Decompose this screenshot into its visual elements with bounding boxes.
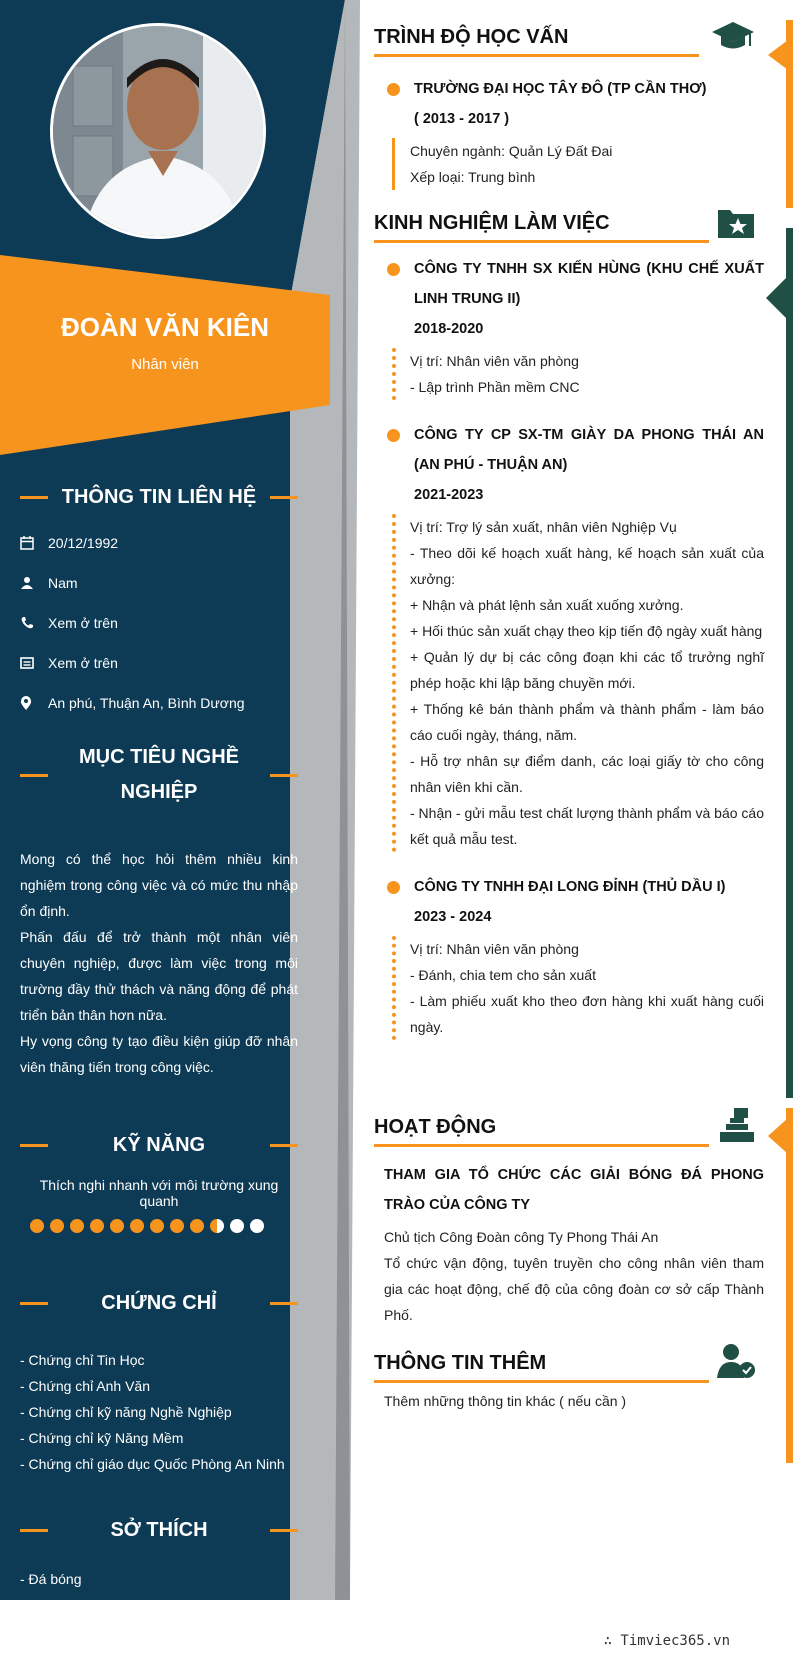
job-detail: Vị trí: Nhân viên văn phòng <box>410 941 579 957</box>
accent-bar-activities <box>786 1108 793 1463</box>
graduation-cap-icon <box>710 18 756 59</box>
additional-heading: THÔNG TIN THÊM <box>374 1348 764 1386</box>
skill-name: Thích nghi nhanh với môi trường xung quanh <box>39 1177 279 1209</box>
certificate-list <box>20 1347 298 1477</box>
profile-photo <box>50 23 266 239</box>
email-icon <box>20 656 48 670</box>
skill-dot <box>150 1219 164 1233</box>
skill-dot <box>250 1219 264 1233</box>
skill-dot <box>70 1219 84 1233</box>
accent-notch <box>766 278 786 318</box>
certificate-item: - Chứng chỉ Anh Văn <box>20 1378 151 1394</box>
heading-underline <box>374 54 699 57</box>
education-major: Chuyên ngành: Quản Lý Đất Đai <box>410 143 613 159</box>
objective-text: Mong có thể học hỏi thêm nhiều kinh nghiệm trong công việc và có mức thu nhập ổn định. Phấn đấu để trở thành một nhân viên chuyên nghiệp, được làm việc trong môi trường đầy thử thách và năng động để phát triển bản thân hơn nữa. Hy vọng công ty tạo điều kiện giúp đỡ nhân viên thăng tiến trong công việc. <box>20 851 298 1075</box>
skill-rating <box>20 1219 298 1233</box>
hobby-item: - Đá bóng <box>20 1571 82 1587</box>
job-detail: - Đánh, chia tem cho sản xuất <box>410 967 596 983</box>
heading-bar-left <box>20 496 48 499</box>
job-period: 2021-2023 <box>414 487 484 503</box>
objective-section <box>20 740 298 1080</box>
job-period: 2018-2020 <box>414 321 484 337</box>
accent-notch <box>768 40 788 70</box>
heading-bar-right <box>270 1144 298 1147</box>
calendar-icon <box>20 536 48 550</box>
skill-dot <box>110 1219 124 1233</box>
certificates-section <box>20 1286 298 1477</box>
bullet-dot <box>387 881 400 894</box>
job-1-header: CÔNG TY TNHH SX KIẾN HÙNG (KHU CHẾ XUẤT LINH TRUNG II) 2018-2020 <box>374 254 764 344</box>
skill-dot <box>170 1219 184 1233</box>
heading-bar-left <box>20 1144 48 1147</box>
experience-heading: KINH NGHIỆM LÀM VIỆC <box>374 208 764 246</box>
job-period: 2023 - 2024 <box>414 909 492 925</box>
education-school: TRƯỜNG ĐẠI HỌC TÂY ĐÔ (TP CẦN THƠ) ( 2013 - 2017 ) <box>374 74 764 134</box>
name-banner <box>0 255 330 455</box>
skill-dot <box>210 1219 224 1233</box>
location-icon <box>20 696 48 711</box>
job-detail: - Làm phiếu xuất kho theo đơn hàng khi xuất hàng cuối ngày. <box>410 993 764 1035</box>
job-2-details <box>410 514 764 852</box>
heading-underline <box>374 1380 709 1383</box>
job-detail: - Theo dõi kế hoạch xuất hàng, kế hoạch sản xuất của xưởng: <box>410 545 764 587</box>
education-section <box>374 22 764 190</box>
phone-icon <box>20 616 48 630</box>
hobby-item: - Xem thời sự <box>20 1597 106 1613</box>
contact-gender: Nam <box>20 563 298 603</box>
skills-heading: KỸ NĂNG <box>20 1128 298 1163</box>
certificate-item: - Chứng chỉ kỹ năng Nghề Nghiệp <box>20 1404 232 1420</box>
hobby-list <box>20 1566 298 1618</box>
candidate-name: ĐOÀN VĂN KIÊN <box>60 312 269 342</box>
activity-line: Tổ chức vận động, tuyên truyền cho công nhân viên tham gia các hoạt động, chế độ của công đoàn cơ sở cấp Thành Phố. <box>384 1255 764 1323</box>
skill-dot <box>90 1219 104 1233</box>
skill-dot <box>190 1219 204 1233</box>
contact-email[interactable]: Xem ở trên <box>20 643 298 683</box>
job-detail: - Lập trình Phần mềm CNC <box>410 379 580 395</box>
activities-section <box>374 1112 764 1328</box>
activities-heading: HOẠT ĐỘNG <box>374 1112 764 1150</box>
heading-bar-right <box>270 496 298 499</box>
activity-details <box>374 1224 764 1328</box>
job-detail: Vị trí: Nhân viên văn phòng <box>410 353 579 369</box>
activity-line: Chủ tịch Công Đoàn công Ty Phong Thái An <box>384 1229 659 1245</box>
skill-dot <box>130 1219 144 1233</box>
activity-title: THAM GIA TỔ CHỨC CÁC GIẢI BÓNG ĐÁ PHONG TRÀO CỦA CÔNG TY <box>384 1167 764 1213</box>
user-check-icon <box>716 1342 756 1385</box>
job-detail: + Nhận và phát lệnh sản xuất xuống xưởng. <box>410 597 684 613</box>
certificate-item: - Chứng chỉ kỹ Năng Mềm <box>20 1430 184 1446</box>
job-detail: Vị trí: Trợ lý sản xuất, nhân viên Nghiệp Vụ <box>410 519 677 535</box>
skill-dot <box>230 1219 244 1233</box>
bullet-dot <box>387 429 400 442</box>
heading-bar-right <box>270 1302 298 1305</box>
job-detail: + Thống kê bán thành phẩm và thành phẩm - làm báo cáo cuối ngày, tháng, năm. <box>410 701 764 743</box>
contact-heading: THÔNG TIN LIÊN HỆ <box>20 480 298 515</box>
certificates-heading: CHỨNG CHỈ <box>20 1286 298 1321</box>
job-2-header: CÔNG TY CP SX-TM GIÀY DA PHONG THÁI AN (AN PHÚ - THUẬN AN) 2021-2023 <box>374 420 764 510</box>
candidate-role: Nhân viên <box>131 356 199 373</box>
heading-bar-right <box>270 1529 298 1532</box>
certificate-item: - Chứng chỉ giáo dục Quốc Phòng An Ninh <box>20 1456 285 1472</box>
heading-underline <box>374 1144 709 1147</box>
skill-dot <box>30 1219 44 1233</box>
job-detail: + Hối thúc sản xuất chạy theo kịp tiến độ ngày xuất hàng <box>410 623 763 639</box>
heading-underline <box>374 240 709 243</box>
job-detail: - Nhận - gửi mẫu test chất lượng thành phẩm và báo cáo kết quả mẫu test. <box>410 805 765 847</box>
education-period: ( 2013 - 2017 ) <box>414 111 510 127</box>
bullet-dot <box>387 83 400 96</box>
contact-phone[interactable]: Xem ở trên <box>20 603 298 643</box>
additional-section <box>374 1348 764 1414</box>
job-detail: - Hỗ trợ nhân sự điểm danh, các loại giấy tờ cho công nhân viên khi cần. <box>410 753 764 795</box>
heading-bar-left <box>20 1302 48 1305</box>
job-3-details <box>410 936 764 1040</box>
education-details <box>410 138 764 190</box>
bullet-dot <box>387 263 400 276</box>
footer-brand: ∴ Timviec365.vn <box>603 1633 730 1649</box>
accent-bar-experience <box>786 228 793 1098</box>
skill-dot <box>50 1219 64 1233</box>
additional-text: Thêm những thông tin khác ( nếu cần ) <box>384 1393 627 1409</box>
heading-bar-left <box>20 1529 48 1532</box>
heading-bar-right <box>270 774 298 777</box>
skills-section <box>20 1128 298 1233</box>
contact-section <box>20 480 298 723</box>
hobbies-section <box>20 1513 298 1618</box>
contact-address: An phú, Thuận An, Bình Dương <box>20 683 298 723</box>
experience-section <box>374 208 764 1040</box>
folder-star-icon <box>716 206 756 245</box>
user-icon <box>20 576 48 590</box>
objective-heading: MỤC TIÊU NGHỀ NGHIỆP <box>20 740 298 810</box>
certificate-item: - Chứng chỉ Tin Học <box>20 1352 145 1368</box>
podium-icon <box>718 1106 756 1149</box>
job-1-details <box>410 348 764 400</box>
hobbies-heading: SỞ THÍCH <box>20 1513 298 1548</box>
heading-bar-left <box>20 774 48 777</box>
job-detail: + Quản lý dự bị các công đoạn khi các tổ trưởng nghĩ phép hoặc khi lập băng chuyền mới. <box>410 649 764 691</box>
accent-notch <box>768 1118 788 1154</box>
education-grade: Xếp loại: Trung bình <box>410 169 536 185</box>
education-heading: TRÌNH ĐỘ HỌC VẤN <box>374 22 764 60</box>
contact-birthday: 20/12/1992 <box>20 523 298 563</box>
job-3-header: CÔNG TY TNHH ĐẠI LONG ĐỈNH (THỦ DẦU I) 2023 - 2024 <box>374 872 764 932</box>
